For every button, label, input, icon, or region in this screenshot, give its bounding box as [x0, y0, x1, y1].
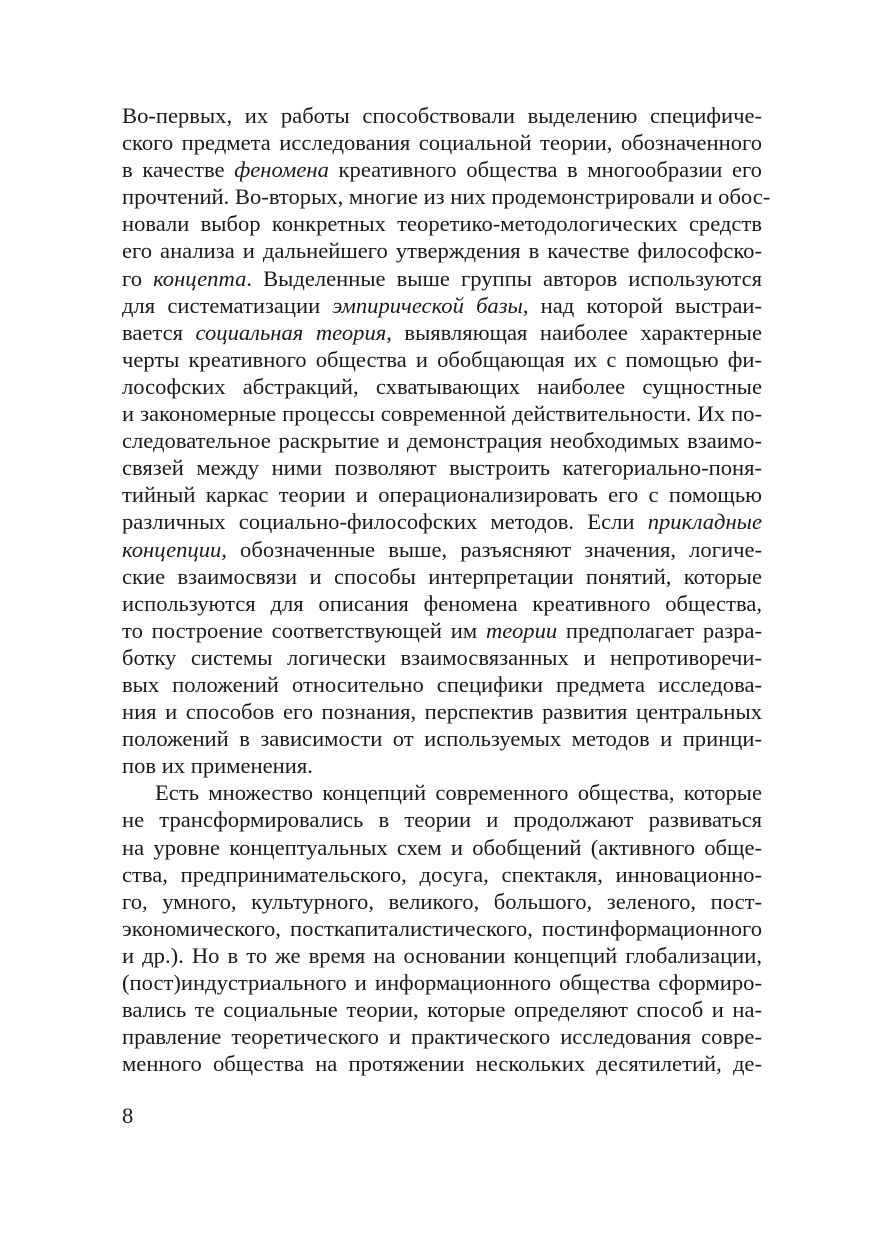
text-segment: ния и способов его познания, перспектив развития центральных: [122, 699, 762, 725]
text-segment: , над которой выстраи-: [522, 292, 762, 318]
text-segment: обозначенные выше, разъясняют значения, логиче-: [226, 536, 762, 562]
text-segment: прочтений. Во-вторых, многие из них продемонстрировали и обос-: [122, 184, 771, 210]
italic-term: теории: [485, 617, 558, 643]
text-line: [122, 373, 762, 400]
text-line: [122, 725, 762, 752]
text-line: [122, 346, 762, 373]
text-segment: то построение соответствующей им: [122, 617, 486, 643]
text-line: [122, 237, 762, 264]
page-number: 8: [122, 1103, 134, 1128]
text-segment: положений в зависимости от используемых методов и принци-: [122, 726, 762, 752]
paragraph: [122, 102, 771, 779]
text-line: [122, 508, 762, 535]
text-segment: следовательное раскрытие и демонстрация необходимых взаимо-: [122, 428, 762, 454]
text-line: [122, 752, 762, 779]
text-line: [122, 400, 762, 427]
text-line: [122, 671, 762, 698]
text-line: [122, 861, 762, 888]
text-line: [122, 102, 762, 129]
text-segment: его анализа и дальнейшего утверждения в качестве философско-: [122, 238, 762, 264]
text-line: [122, 834, 762, 861]
text-line: [122, 996, 762, 1023]
text-line: [122, 156, 762, 183]
text-segment: используются для описания феномена креативного общества,: [122, 590, 762, 616]
text-segment: и закономерные процессы современной действительности. Их по-: [122, 401, 762, 427]
text-line: [122, 292, 762, 319]
text-segment: ские взаимосвязи и способы интерпретации понятий, которые: [122, 563, 762, 589]
italic-term: концепции,: [122, 536, 227, 562]
text-segment: в качестве: [122, 157, 235, 183]
italic-term: концепта: [153, 265, 247, 291]
text-segment: креативного общества в многообразии его: [328, 157, 762, 183]
text-segment: . Выделенные выше группы авторов используются: [246, 265, 762, 291]
text-segment: и др.). Но в то же время на основании концепций глобализации,: [122, 942, 762, 968]
text-segment: ботку системы логически взаимосвязанных и непротиворечи-: [122, 644, 762, 670]
text-line: [122, 536, 762, 563]
text-line: [122, 590, 762, 617]
italic-term: прикладные: [647, 509, 762, 535]
text-segment: менного общества на протяжении нескольких десятилетий, де-: [122, 1051, 762, 1077]
text-segment: вается: [122, 319, 196, 345]
text-line: [122, 806, 762, 833]
text-segment: го: [122, 265, 154, 291]
text-line: [122, 779, 762, 806]
text-line: [122, 319, 762, 346]
text-segment: , выявляющая наиболее характерные: [386, 319, 762, 345]
text-segment: на уровне концептуальных схем и обобщений (активного обще-: [122, 834, 762, 860]
text-line: [122, 265, 762, 292]
text-line: [122, 454, 762, 481]
text-line: [122, 210, 762, 237]
text-line: [122, 969, 762, 996]
text-segment: го, умного, культурного, великого, большого, зеленого, пост-: [122, 888, 762, 914]
text-segment: ского предмета исследования социальной теории, обозначенного: [122, 130, 762, 156]
text-line: [122, 427, 762, 454]
text-segment: экономического, посткапиталистического, постинформационного: [122, 915, 762, 941]
text-segment: черты креативного общества и обобщающая их с помощью фи-: [122, 346, 762, 372]
text-line: [122, 481, 762, 508]
text-line: [122, 183, 771, 210]
text-segment: пов их применения.: [122, 753, 313, 779]
text-segment: не трансформировались в теории и продолжают развиваться: [122, 807, 762, 833]
italic-term: социальная теория: [195, 319, 387, 345]
italic-term: эмпирической базы: [332, 292, 523, 318]
text-segment: Есть множество концепций современного общества, которые: [155, 780, 762, 806]
text-segment: связей между ними позволяют выстроить категориально-поня-: [122, 455, 762, 481]
text-line: [122, 698, 762, 725]
text-segment: (пост)индустриального и информационного общества сформиро-: [122, 970, 762, 995]
text-segment: Во-первых, их работы способствовали выделению специфиче-: [122, 103, 762, 128]
text-line: [122, 644, 762, 671]
text-segment: новали выбор конкретных теоретико-методологических средств: [122, 211, 762, 237]
text-line: [122, 888, 762, 915]
text-segment: вых положений относительно специфики предмета исследова-: [122, 671, 762, 697]
text-segment: правление теоретического и практического исследования совре-: [122, 1024, 762, 1050]
text-segment: различных социально-философских методов. Если: [122, 509, 648, 535]
text-line: [122, 942, 762, 969]
text-line: [122, 1050, 762, 1077]
text-segment: предполагает разра-: [557, 617, 762, 643]
text-line: [122, 129, 762, 156]
text-segment: для систематизации: [122, 292, 333, 318]
text-segment: вались те социальные теории, которые определяют способ и на-: [122, 997, 762, 1023]
text-line: [122, 617, 762, 644]
text-line: [122, 915, 762, 942]
text-line: [122, 1023, 762, 1050]
italic-term: феномена: [234, 157, 329, 183]
paragraph: [122, 779, 762, 1077]
text-segment: тийный каркас теории и операционализировать его с помощью: [122, 482, 762, 508]
text-segment: лософских абстракций, схватывающих наиболее сущностные: [122, 373, 762, 399]
text-segment: ства, предпринимательского, досуга, спектакля, инновационно-: [122, 861, 762, 887]
page-body: [122, 102, 771, 1077]
text-line: [122, 563, 762, 590]
